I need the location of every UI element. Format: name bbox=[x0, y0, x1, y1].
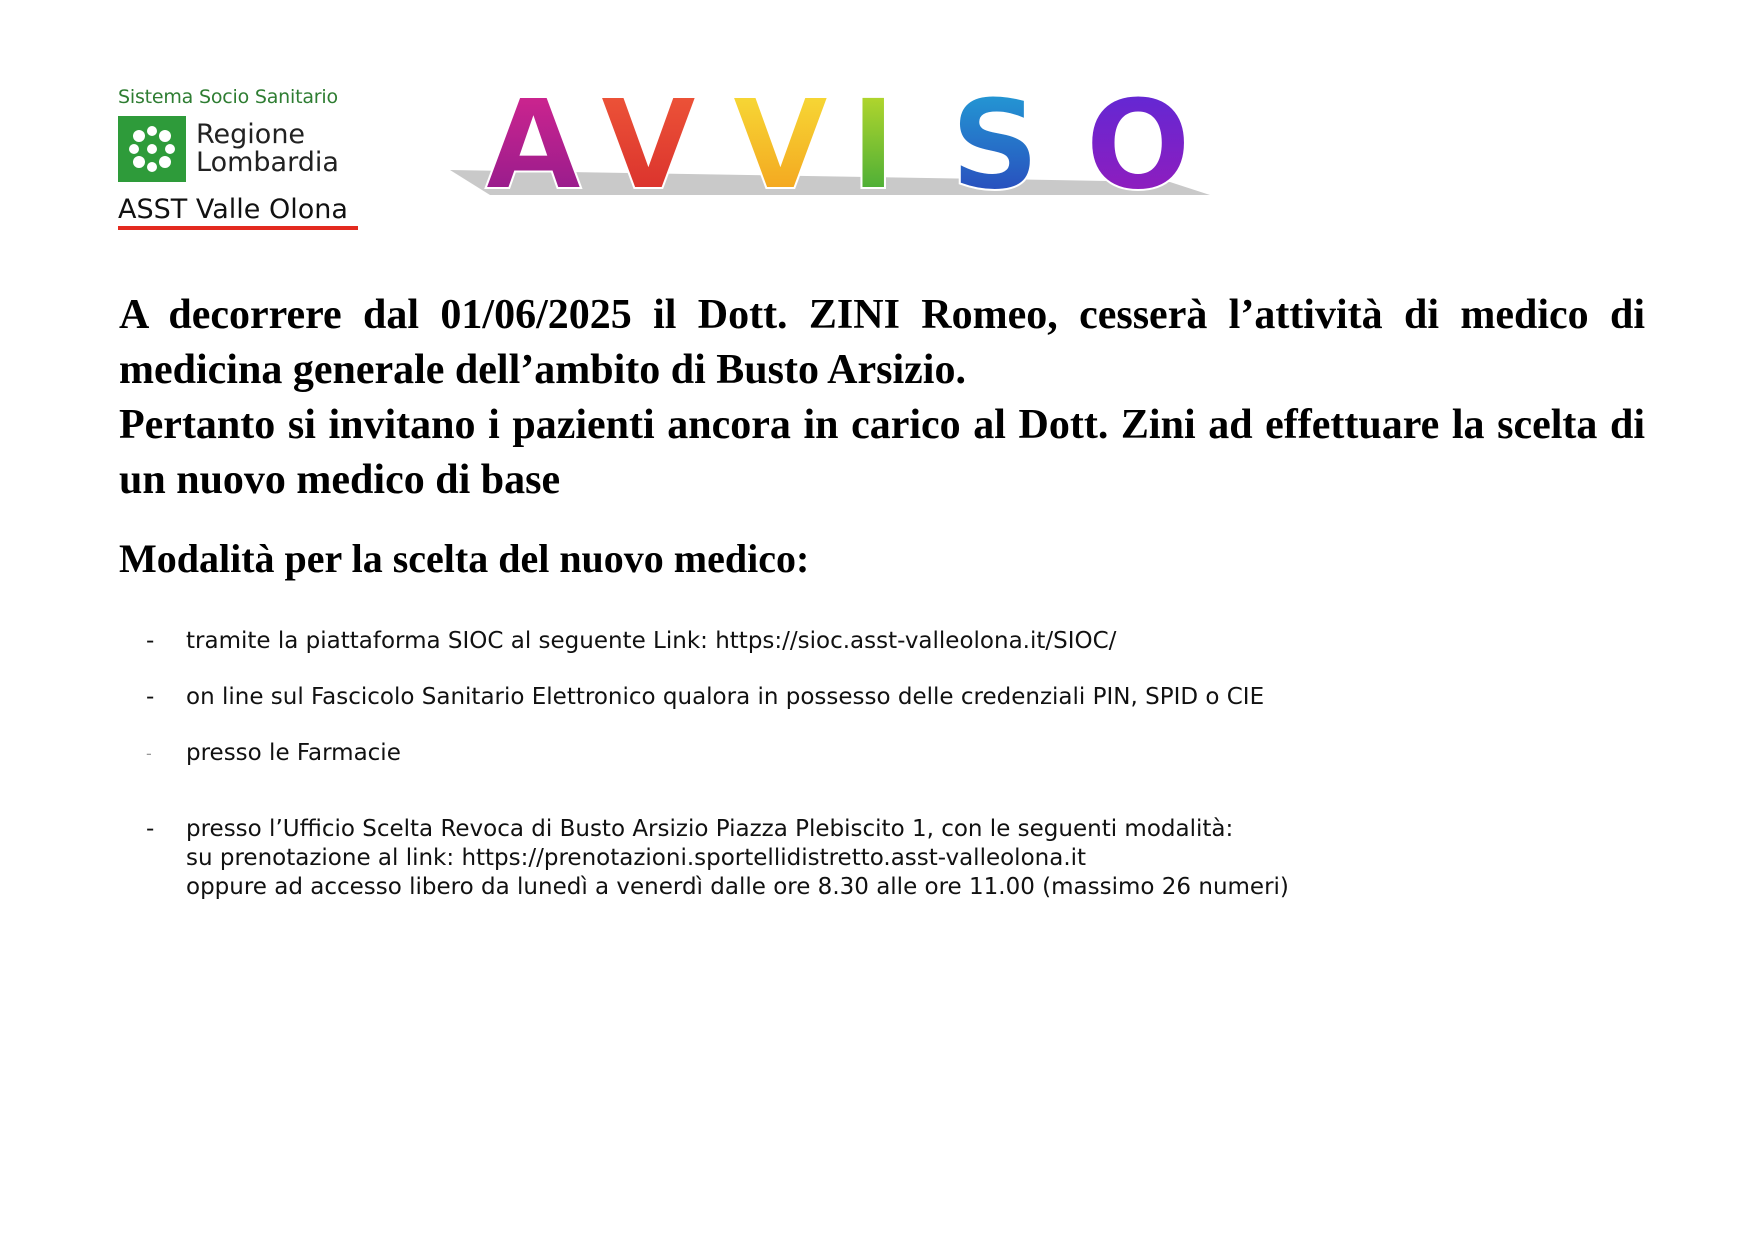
list-dash: - bbox=[146, 684, 155, 710]
banner-letter-3: V bbox=[732, 73, 829, 215]
list-dash: - bbox=[146, 744, 152, 763]
list-item bbox=[146, 683, 1646, 712]
banner-letter-2: V bbox=[600, 73, 697, 215]
logo-region-block bbox=[118, 116, 339, 182]
logo-underline bbox=[118, 226, 358, 230]
logo-region-name bbox=[196, 121, 339, 177]
list-item-line-3: oppure ad accesso libero da lunedì a venerdì dalle ore 8.30 alle ore 11.00 (massimo 26 numeri) bbox=[186, 874, 1289, 900]
regione-lombardia-logo bbox=[118, 86, 363, 231]
notice-body bbox=[119, 288, 1645, 508]
list-item bbox=[146, 627, 1646, 656]
avviso-wordart bbox=[450, 70, 1270, 215]
list-item-text: presso le Farmacie bbox=[186, 740, 401, 766]
logo-region-line1: Regione bbox=[196, 119, 306, 150]
rosa-camuna-icon bbox=[118, 116, 186, 182]
banner-letter-5: S bbox=[950, 73, 1041, 215]
banner-letter-1: A bbox=[485, 73, 582, 215]
list-item bbox=[146, 739, 1646, 768]
logo-region-line2: Lombardia bbox=[196, 147, 339, 178]
list-item-line-1: presso l’Ufficio Scelta Revoca di Busto Arsizio Piazza Plebiscito 1, con le seguenti modalità: bbox=[186, 816, 1234, 842]
list-item-text: tramite la piattaforma SIOC al seguente Link: https://sioc.asst-valleolona.it/SIOC/ bbox=[186, 628, 1117, 654]
list-item-line-2: su prenotazione al link: https://prenotazioni.sportellidistretto.asst-valleolona.it bbox=[186, 845, 1087, 871]
banner-letter-6: O bbox=[1085, 73, 1192, 215]
list-item bbox=[146, 815, 1646, 902]
notice-paragraph-1: A decorrere dal 01/06/2025 il Dott. ZINI Romeo, cesserà l’attività di medico di medicina generale dell’ambito di Busto Arsizio. bbox=[119, 292, 1645, 393]
methods-heading: Modalità per la scelta del nuovo medico: bbox=[119, 536, 810, 581]
logo-system-text: Sistema Socio Sanitario bbox=[118, 86, 338, 108]
list-dash: - bbox=[146, 816, 155, 842]
banner-letter-4: I bbox=[850, 73, 897, 215]
list-dash: - bbox=[146, 628, 155, 654]
notice-paragraph-2: Pertanto si invitano i pazienti ancora in carico al Dott. Zini ad effettuare la scelta di un nuovo medico di base bbox=[119, 402, 1645, 503]
logo-asst-name: ASST Valle Olona bbox=[118, 194, 348, 225]
methods-list bbox=[146, 627, 1646, 902]
list-item-text: on line sul Fascicolo Sanitario Elettronico qualora in possesso delle credenziali PIN, SPID o CIE bbox=[186, 684, 1265, 710]
avviso-banner bbox=[450, 70, 1270, 215]
